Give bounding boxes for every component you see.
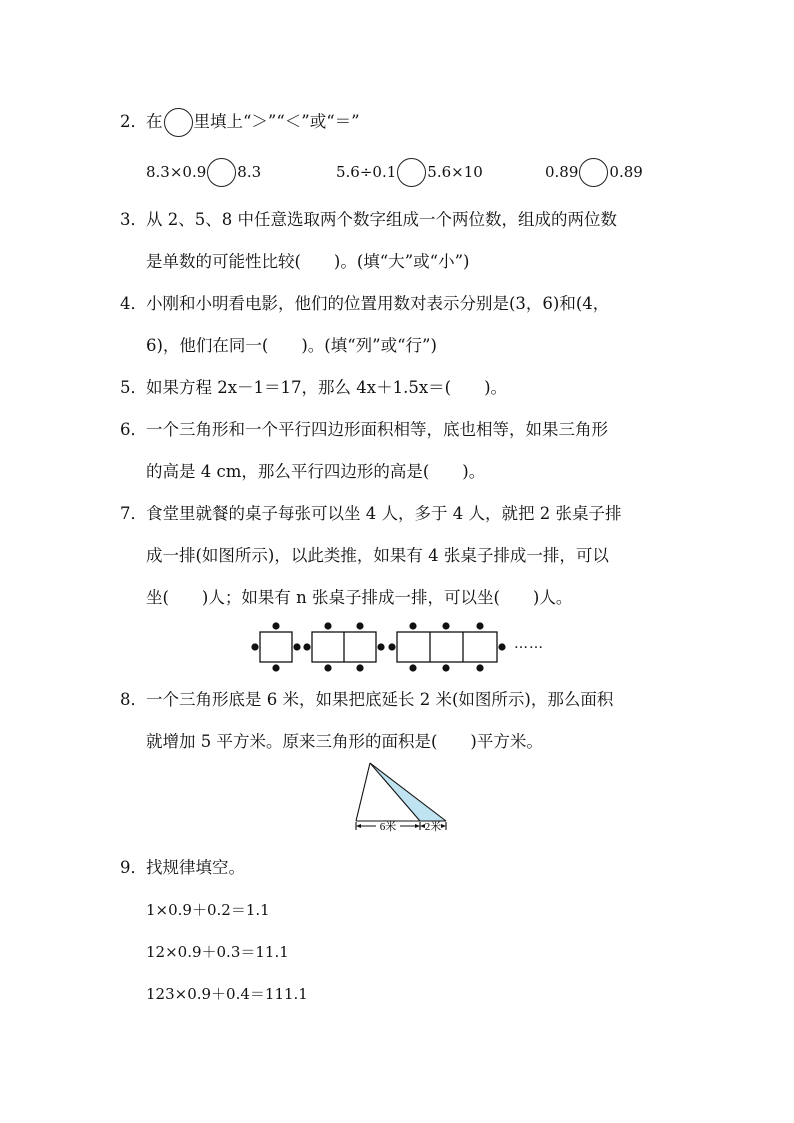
pattern-row: 12×0.9＋0.3＝11.1 [146, 943, 289, 961]
q9-number: 9． [120, 858, 147, 877]
compare-right: 8.3 [237, 163, 262, 181]
q3-text: 从 2、5、8 中任意选取两个数字组成一个两位数，组成的两位数 [146, 210, 617, 229]
q5-line1 [120, 376, 507, 400]
q8-line1 [120, 688, 613, 712]
q9-text: 找规律填空。 [146, 858, 245, 877]
q7-line2: 成一排(如图所示)，以此类推，如果有 4 张桌子排成一排，可以 [146, 546, 609, 565]
extension-label: 2米 [424, 821, 442, 833]
compare-left: 0.89 [545, 163, 579, 181]
tables-ellipsis: …… [514, 636, 544, 652]
compare-left: 8.3×0.9 [146, 163, 207, 181]
q5-number: 5． [120, 378, 147, 397]
compare-circle[interactable] [579, 158, 608, 187]
q2-compare-2 [336, 158, 483, 187]
q8-text: 一个三角形底是 6 米，如果把底延长 2 米(如图所示)，那么面积 [146, 690, 614, 709]
pattern-row: 1×0.9＋0.2＝1.1 [146, 901, 270, 919]
q6-line1 [120, 418, 608, 442]
pattern-row: 123×0.9＋0.4＝111.1 [146, 985, 308, 1003]
compare-circle[interactable] [207, 158, 236, 187]
answer-circle [164, 108, 193, 137]
q6-number: 6． [120, 420, 147, 439]
q7-line3: 坐( )人；如果有 n 张桌子排成一排，可以坐( )人。 [146, 588, 573, 607]
q2-compare-3 [545, 158, 643, 187]
q2-text-before: 在 [146, 112, 163, 131]
q2-text-after: 里填上“＞”“＜”或“＝” [193, 112, 360, 131]
table-triple [397, 632, 497, 662]
q7-text: 食堂里就餐的桌子每张可以坐 4 人，多于 4 人，就把 2 张桌子排 [146, 504, 622, 523]
q9-line1 [120, 856, 245, 880]
compare-circle[interactable] [397, 158, 426, 187]
q3-line2: 是单数的可能性比较( )。(填“大”或“小”) [146, 252, 470, 271]
q2-compare-1 [146, 158, 261, 187]
q2-number: 2． [120, 112, 147, 131]
compare-right: 5.6×10 [427, 163, 483, 181]
q8-line2: 就增加 5 平方米。原来三角形的面积是( )平方米。 [146, 732, 543, 751]
q5-text: 如果方程 2x－1＝17，那么 4x＋1.5x＝( )。 [146, 378, 508, 397]
q2-stem [120, 108, 360, 137]
base-label: 6米 [379, 821, 397, 833]
q4-text: 小刚和小明看电影，他们的位置用数对表示分别是(3，6)和(4， [146, 294, 610, 313]
q4-line1 [120, 292, 609, 316]
q3-number: 3． [120, 210, 147, 229]
tables-figure [250, 620, 550, 672]
q8-number: 8． [120, 690, 147, 709]
table-single [260, 632, 292, 662]
q7-line1 [120, 502, 621, 526]
q6-text: 一个三角形和一个平行四边形面积相等，底也相等，如果三角形 [146, 420, 608, 439]
compare-right: 0.89 [609, 163, 643, 181]
q7-number: 7． [120, 504, 147, 523]
triangle-figure [350, 758, 450, 842]
q3-line1 [120, 208, 617, 232]
compare-left: 5.6÷0.1 [336, 163, 397, 181]
q4-number: 4． [120, 294, 147, 313]
q4-line2: 6)，他们在同一( )。(填“列”或“行”) [146, 336, 437, 355]
q6-line2: 的高是 4 cm，那么平行四边形的高是( )。 [146, 462, 486, 481]
